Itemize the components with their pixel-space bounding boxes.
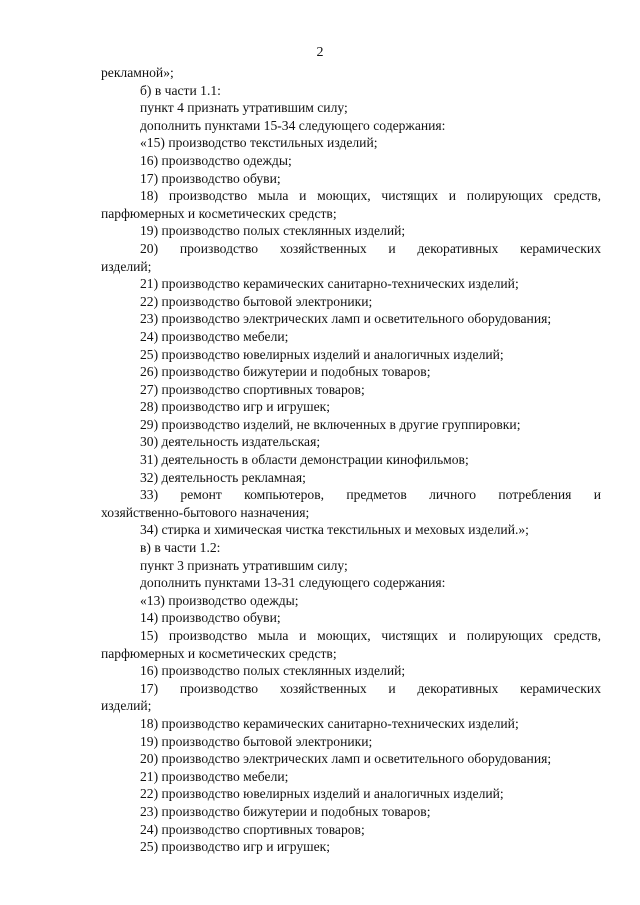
text-line: 22) производство ювелирных изделий и аналогичных изделий; [140, 786, 504, 802]
text-line: 15) производство мыла и моющих, чистящих и полирующих средств, [140, 628, 601, 643]
text-line: 19) производство бытовой электроники; [140, 733, 373, 749]
text-line: 24) производство спортивных товаров; [140, 821, 365, 837]
text-line: «15) производство текстильных изделий; [140, 135, 378, 151]
text-line: хозяйственно-бытового назначения; [101, 504, 310, 520]
text-line: 32) деятельность рекламная; [140, 469, 306, 485]
text-line: 24) производство мебели; [140, 328, 289, 344]
text-line: 26) производство бижутерии и подобных товаров; [140, 364, 431, 380]
text-line: парфюмерных и косметических средств; [101, 205, 337, 221]
text-line: 29) производство изделий, не включенных в другие группировки; [140, 416, 521, 432]
text-line: 34) стирка и химическая чистка текстильных и меховых изделий.»; [140, 522, 529, 538]
text-line: 23) производство бижутерии и подобных товаров; [140, 803, 431, 819]
text-line: 20) производство хозяйственных и декоративных керамических [140, 240, 601, 256]
text-line: 17) производство хозяйственных и декоративных керамических [140, 680, 601, 696]
text-line: 18) производство мыла и моющих, чистящих и полирующих средств, [140, 188, 601, 204]
text-line: пункт 3 признать утратившим силу; [140, 557, 348, 573]
text-line: 33) ремонт компьютеров, предметов личного потребления и [140, 487, 601, 503]
text-line: 21) производство мебели; [140, 768, 289, 784]
text-line: 28) производство игр и игрушек; [140, 399, 331, 415]
text-line: 18) производство керамических санитарно-технических изделий; [140, 715, 519, 731]
text-line: 16) производство одежды; [140, 152, 292, 168]
page-number: 2 [316, 45, 324, 60]
text-line: 30) деятельность издательская; [140, 434, 321, 450]
text-line: рекламной»; [101, 65, 174, 80]
text-line: изделий; [101, 698, 152, 714]
document-body [101, 64, 601, 856]
text-line: 27) производство спортивных товаров; [140, 381, 365, 397]
text-line: «13) производство одежды; [140, 592, 299, 608]
text-line: 14) производство обуви; [140, 610, 281, 626]
text-line: 19) производство полых стеклянных изделий; [140, 223, 406, 239]
text-line: 16) производство полых стеклянных изделий; [140, 663, 406, 679]
text-line: 31) деятельность в области демонстрации кинофильмов; [140, 452, 469, 468]
text-line: парфюмерных и косметических средств; [101, 645, 337, 661]
text-line: изделий; [101, 258, 152, 274]
text-line: 20) производство электрических ламп и осветительного оборудования; [140, 751, 552, 767]
text-line: пункт 4 признать утратившим силу; [140, 100, 348, 116]
text-line: 22) производство бытовой электроники; [140, 293, 373, 309]
text-line: дополнить пунктами 13-31 следующего содержания: [140, 575, 446, 591]
text-line: 23) производство электрических ламп и осветительного оборудования; [140, 311, 552, 327]
text-line: 21) производство керамических санитарно-технических изделий; [140, 276, 519, 292]
text-line: в) в части 1.2: [140, 540, 221, 556]
text-line: 25) производство ювелирных изделий и аналогичных изделий; [140, 346, 504, 362]
text-line: дополнить пунктами 15-34 следующего содержания: [140, 117, 446, 133]
text-line: б) в части 1.1: [140, 82, 221, 98]
text-line: 25) производство игр и игрушек; [140, 839, 331, 855]
text-line: 17) производство обуви; [140, 170, 281, 186]
